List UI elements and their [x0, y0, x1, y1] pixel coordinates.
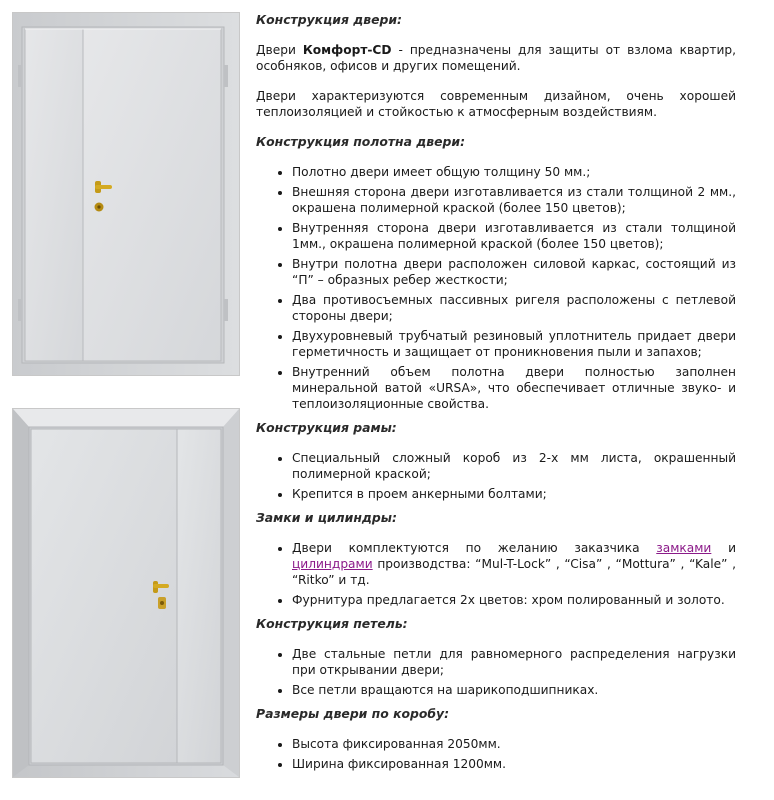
locks-link[interactable]: замками: [656, 541, 712, 555]
frame-construction-list: [256, 450, 736, 502]
list-item: • Два противосъемных пассивных ригеля расположены с петлевой стороны двери;: [292, 292, 736, 324]
list-item: • Ширина фиксированная 1200мм.: [292, 756, 736, 772]
section-title-leaf-construction: Конструкция полотна двери:: [256, 134, 466, 149]
list-item: • Все петли вращаются на шарикоподшипниках.: [292, 682, 736, 698]
images-column: [12, 12, 240, 778]
description-column: [256, 12, 736, 780]
section-title-hinges: Конструкция петель:: [256, 616, 408, 631]
door-interior-image: [12, 408, 240, 778]
list-item: • Фурнитура предлагается 2х цветов: хром полированный и золото.: [292, 592, 736, 608]
locks-list: [256, 540, 736, 608]
door-interior-drawing: [13, 409, 239, 777]
list-item: • Специальный сложный короб из 2-х мм листа, окрашенный полимерной краской;: [292, 450, 736, 482]
locks-text-post: производства: “Mul-T-Lock” , “Cisa” , “Mottura” , “Kale” , “Ritko” и тд.: [292, 557, 736, 587]
door-front-drawing: [13, 13, 239, 375]
list-item: • Внутренний объем полотна двери полностью заполнен минеральной ватой «URSA», что обеспечивает отличные звуко- и теплоизоляционные свойства.: [292, 364, 736, 412]
list-item: • Две стальные петли для равномерного распределения нагрузки при открывании двери;: [292, 646, 736, 678]
list-item: • Крепится в проем анкерными болтами;: [292, 486, 736, 502]
list-item: • Высота фиксированная 2050мм.: [292, 736, 736, 752]
intro-text-pre: Двери: [256, 43, 303, 57]
hinges-list: [256, 646, 736, 698]
locks-text-pre: Двери комплектуются по желанию заказчика: [292, 541, 657, 555]
list-item: • Внутри полотна двери расположен силовой каркас, состоящий из “П” – образных ребер жесткости;: [292, 256, 736, 288]
intro-paragraph: [256, 42, 736, 74]
design-paragraph: Двери характеризуются современным дизайном, очень хорошей теплоизоляцией и стойкостью к атмосферным воздействиям.: [256, 89, 736, 119]
section-title-locks: Замки и цилиндры:: [256, 510, 397, 525]
list-item: • Внешняя сторона двери изготавливается из стали толщиной 2 мм., окрашена полимерной краской (более 150 цветов);: [292, 184, 736, 216]
list-item: • Полотно двери имеет общую толщину 50 мм.;: [292, 164, 736, 180]
list-item: • Внутренняя сторона двери изготавливается из стали толщиной 1мм., окрашена полимерной краской (более 150 цветов);: [292, 220, 736, 252]
product-name: Комфорт-CD: [302, 43, 392, 57]
door-front-image: [12, 12, 240, 376]
intro-text-post: - предназначены для защиты от взлома квартир, особняков, офисов и других помещений.: [256, 43, 737, 73]
section-title-frame-construction: Конструкция рамы:: [256, 420, 397, 435]
section-title-door-construction: Конструкция двери:: [256, 12, 402, 27]
list-item: • Двухуровневый трубчатый резиновый уплотнитель придает двери герметичность и защищает от проникновения пыли и запахов;: [292, 328, 736, 360]
list-item: [292, 540, 736, 588]
locks-text-mid: и: [711, 541, 736, 555]
dimensions-list: [256, 736, 736, 772]
section-title-dimensions: Размеры двери по коробу:: [256, 706, 450, 721]
leaf-construction-list: [256, 164, 736, 412]
cylinders-link[interactable]: цилиндрами: [292, 557, 373, 571]
